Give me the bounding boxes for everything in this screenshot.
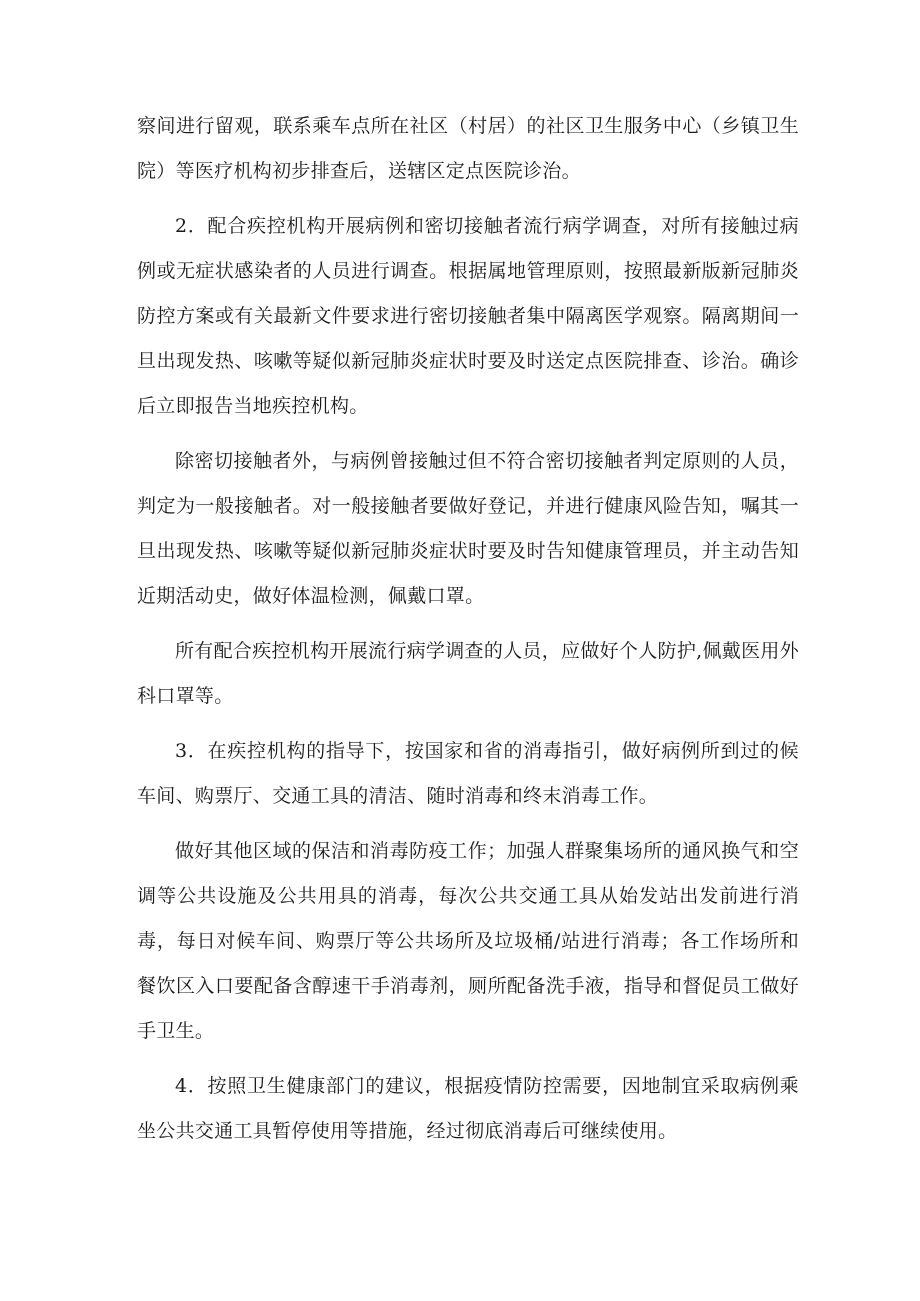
paragraph-item-3: 3．在疾控机构的指导下，按国家和省的消毒指引，做好病例所到过的候车间、购票厅、交通工具的清洁、随时消毒和终末消毒工作。 [137,740,799,807]
document-body [137,104,799,1164]
paragraph-item-2: 2．配合疾控机构开展病例和密切接触者流行病学调查，对所有接触过病例或无症状感染者的人员进行调查。根据属地管理原则，按照最新版新冠肺炎防控方案或有关最新文件要求进行密切接触者集中隔离医学观察。隔离期间一旦出现发热、咳嗽等疑似新冠肺炎症状时要及时送定点医院排查、诊治。确诊后立即报告当地疾控机构。 [137,215,799,417]
paragraph-general-contacts: 除密切接触者外，与病例曾接触过但不符合密切接触者判定原则的人员，判定为一般接触者。对一般接触者要做好登记，并进行健康风险告知，嘱其一旦出现发热、咳嗽等疑似新冠肺炎症状时要及时告知健康管理员，并主动告知近期活动史，做好体温检测，佩戴口罩。 [137,450,799,607]
paragraph-continuation: 察间进行留观，联系乘车点所在社区（村居）的社区卫生服务中心（乡镇卫生院）等医疗机构初步排查后，送辖区定点医院诊治。 [137,115,799,182]
paragraph-item-4: 4．按照卫生健康部门的建议，根据疫情防控需要，因地制宜采取病例乘坐公共交通工具暂停使用等措施，经过彻底消毒后可继续使用。 [137,1075,799,1142]
paragraph-disinfection: 做好其他区域的保洁和消毒防疫工作；加强人群聚集场所的通风换气和空调等公共设施及公共用具的消毒，每次公共交通工具从始发站出发前进行消毒，每日对候车间、购票厅等公共场所及垃圾桶/站进行消毒；各工作场所和餐饮区入口要配备含醇速干手消毒剂，厕所配备洗手液，指导和督促员工做好手卫生。 [137,840,799,1042]
paragraph-personal-protection: 所有配合疾控机构开展流行病学调查的人员，应做好个人防护,佩戴医用外科口罩等。 [137,640,799,707]
